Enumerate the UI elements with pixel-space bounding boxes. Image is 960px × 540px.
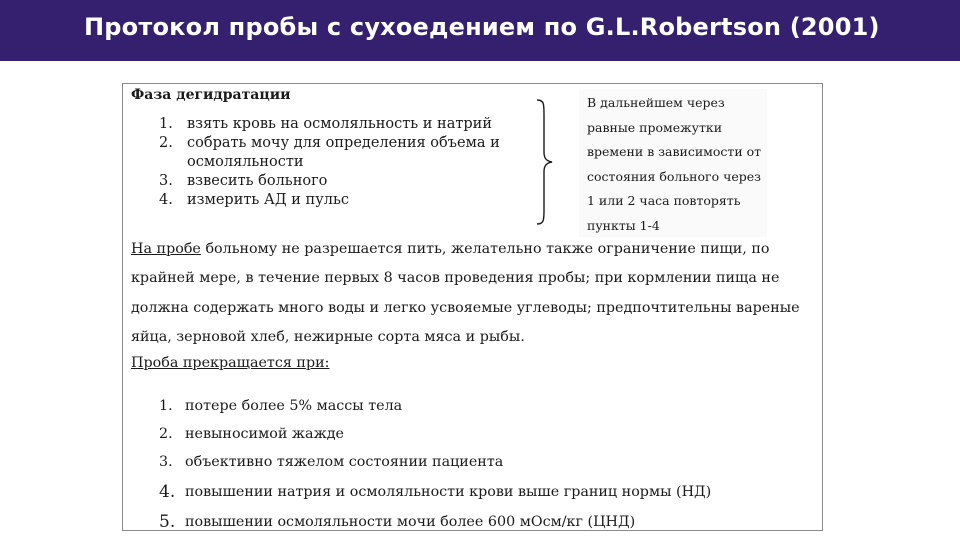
note-line: времени в зависимости от bbox=[587, 144, 762, 160]
criterion-number: 3. bbox=[159, 454, 173, 470]
note-line: 1 или 2 часа повторять bbox=[587, 193, 741, 209]
step-text: взять кровь на осмоляльность и натрий bbox=[187, 116, 492, 132]
stop-criteria-title: Проба прекращается при: bbox=[131, 355, 330, 371]
paragraph-line bbox=[131, 235, 815, 264]
step-text-continuation: осмоляльности bbox=[187, 154, 304, 170]
paragraph-text: больному не разрешается пить, желательно также ограничение пищи, по bbox=[200, 241, 770, 257]
criterion-text: невыносимой жажде bbox=[185, 426, 344, 442]
note-line: В дальнейшем через bbox=[587, 95, 725, 110]
criterion-text: потере более 5% массы тела bbox=[185, 398, 403, 414]
step-text: собрать мочу для определения объема и bbox=[187, 135, 500, 151]
criterion-number: 5. bbox=[159, 512, 176, 532]
criterion-text: повышении натрия и осмоляльности крови выше границ нормы (НД) bbox=[185, 484, 712, 500]
paragraph-line: яйца, зерновой хлеб, нежирные сорта мяса и рыбы. bbox=[131, 329, 525, 346]
dehydration-steps-list bbox=[159, 115, 500, 210]
paragraph-line: крайней мере, в течение первых 8 часов проведения пробы; при кормлении пища не bbox=[131, 270, 780, 287]
paragraph-line: должна содержать много воды и легко усвояемые углеводы; предпочтительны вареные bbox=[131, 299, 800, 316]
step-number: 3. bbox=[159, 173, 173, 189]
criterion-number: 2. bbox=[159, 426, 173, 442]
note-line: равные промежутки bbox=[587, 119, 723, 135]
step-text: измерить АД и пульс bbox=[187, 192, 349, 208]
protocol-document bbox=[122, 83, 823, 531]
step-item bbox=[159, 115, 500, 134]
step-number: 1. bbox=[159, 116, 173, 132]
phase-title: Фаза дегидратации bbox=[131, 87, 291, 103]
curly-brace-icon bbox=[535, 98, 557, 226]
restrictions-paragraph bbox=[131, 235, 815, 353]
criterion-text: объективно тяжелом состоянии пациента bbox=[185, 454, 504, 470]
title-bar bbox=[0, 0, 960, 61]
criterion-number: 1. bbox=[159, 398, 173, 414]
criterion-text: повышении осмоляльности мочи более 600 мОсм/кг (ЦНД) bbox=[185, 514, 636, 530]
note-line: пункты 1-4 bbox=[587, 217, 660, 233]
slide-title: Протокол пробы с сухоедением по G.L.Robertson (2001) bbox=[84, 13, 880, 41]
step-text: взвесить больного bbox=[187, 173, 328, 189]
step-number: 4. bbox=[159, 192, 173, 208]
criterion-number: 4. bbox=[159, 482, 176, 502]
repeat-note-box bbox=[579, 89, 767, 237]
paragraph-lead: На пробе bbox=[131, 241, 201, 257]
step-number: 2. bbox=[159, 135, 173, 151]
step-item bbox=[159, 191, 500, 210]
step-item bbox=[159, 134, 500, 172]
note-line: состояния больного через bbox=[587, 168, 761, 184]
step-item bbox=[159, 172, 500, 191]
